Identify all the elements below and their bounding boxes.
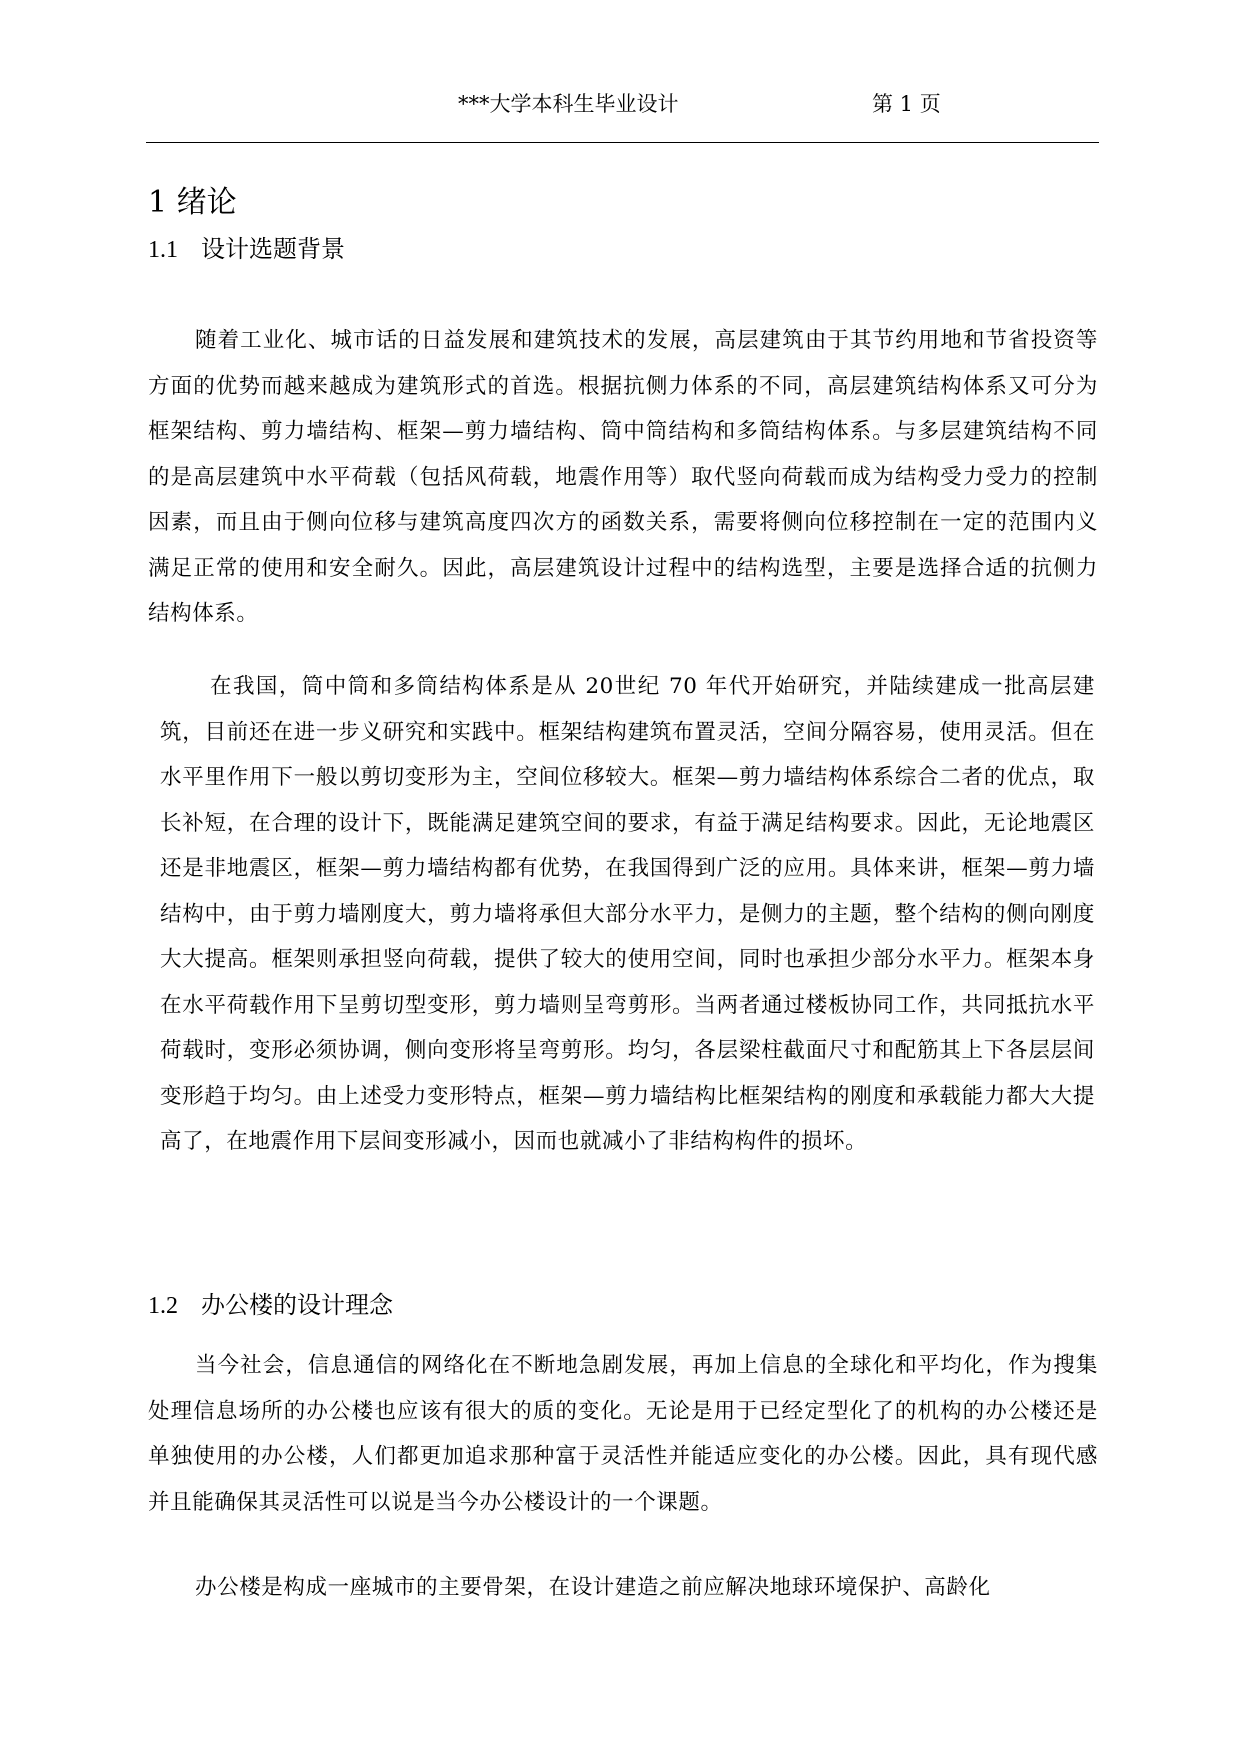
paragraph: 当今社会，信息通信的网络化在不断地急剧发展，再加上信息的全球化和平均化，作为搜集处理信息场所的办公楼也应该有很大的质的变化。无论是用于已经定型化了的机构的办公楼还是单独使用的办公楼，人们都更加追求那种富于灵活性并能适应变化的办公楼。因此，具有现代感并且能确保其灵活性可以说是当今办公楼设计的一个课题。 [148, 1353, 1098, 1515]
paragraph: 随着工业化、城市话的日益发展和建筑技术的发展，高层建筑由于其节约用地和节省投资等方面的优势而越来越成为建筑形式的首选。根据抗侧力体系的不同，高层建筑结构体系又可分为框架结构、剪力墙结构、框架—剪力墙结构、筒中筒结构和多筒结构体系。与多层建筑结构不同的是高层建筑中水平荷载（包括风荷载，地震作用等）取代竖向荷载而成为结构受力受力的控制因素，而且由于侧向位移与建筑高度四次方的函数关系，需要将侧向位移控制在一定的范围内义满足正常的使用和安全耐久。因此，高层建筑设计过程中的结构选型，主要是选择合适的抗侧力结构体系。 [148, 328, 1098, 626]
section-heading-1-2 [148, 1289, 393, 1322]
section-number: 1.1 [148, 237, 178, 263]
paragraph: 在我国，筒中筒和多筒结构体系是从 20世纪 70 年代开始研究，并陆续建成一批高层建筑，目前还在进一步义研究和实践中。框架结构建筑布置灵活，空间分隔容易，使用灵活。但在水平里作用下一般以剪切变形为主，空间位移较大。框架—剪力墙结构体系综合二者的优点，取长补短，在合理的设计下，既能满足建筑空间的要求，有益于满足结构要求。因此，无论地震区还是非地震区，框架—剪力墙结构都有优势，在我国得到广泛的应用。具体来讲，框架—剪力墙结构中，由于剪力墙刚度大，剪力墙将承但大部分水平力，是侧力的主题，整个结构的侧向刚度大大提高。框架则承担竖向荷载，提供了较大的使用空间，同时也承担少部分水平力。框架本身在水平荷载作用下呈剪切型变形，剪力墙则呈弯剪形。当两者通过楼板协同工作，共同抵抗水平荷载时，变形必须协调，侧向变形将呈弯剪形。均匀，各层梁柱截面尺寸和配筋其上下各层层间变形趋于均匀。由上述受力变形特点，框架—剪力墙结构比框架结构的刚度和承载能力都大大提高了，在地震作用下层间变形减小，因而也就减小了非结构构件的损坏。 [160, 674, 1095, 1154]
section-title: 办公楼的设计理念 [201, 1291, 393, 1319]
section-number: 1.2 [148, 1293, 178, 1319]
section-heading-1-1 [148, 233, 345, 266]
header-divider [146, 142, 1099, 143]
chapter-title: 1 绪论 [148, 185, 237, 220]
paragraph: 办公楼是构成一座城市的主要骨架，在设计建造之前应解决地球环境保护、高龄化 [195, 1575, 991, 1600]
page-header [0, 88, 1241, 124]
section-title: 设计选题背景 [201, 235, 345, 263]
header-title: ***大学本科生毕业设计 [458, 92, 679, 116]
header-page-number: 第 1 页 [872, 92, 941, 116]
